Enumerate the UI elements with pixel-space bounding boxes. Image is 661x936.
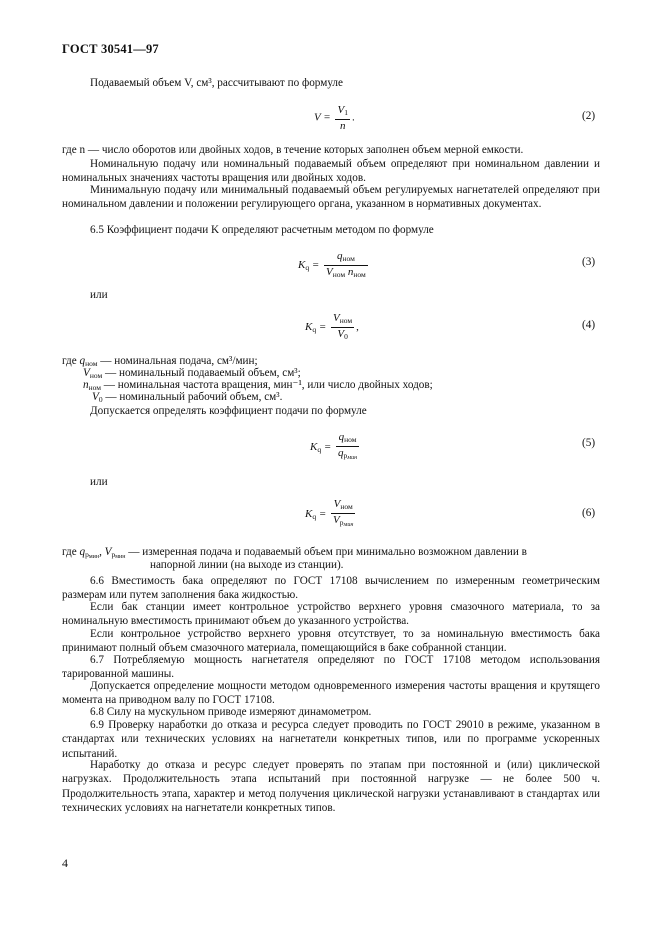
section-6-8-paragraph: 6.8 Силу на мускульном приводе измеряют динамометром. <box>90 706 372 718</box>
formula-2: V = $\frac{V_1}{n}$ . <box>314 104 355 132</box>
allowed-paragraph: Допускается определять коэффициент подачи по формуле <box>90 405 367 417</box>
section-6-7-torque-paragraph: Допускается определение мощности методом одновременного измерения частоты вращения и крутящего момента на приводном валу по ГОСТ 17108. <box>62 680 600 707</box>
section-6-6-no-device-paragraph: Если контрольное устройство верхнего уровня отсутствует, то за номинальную вместимость бака принимают полный объем смазочного материала, помещающийся в баке собранной станции. <box>62 628 600 655</box>
equation-number-4: (4) <box>582 319 596 331</box>
where-p-definition: где $q_{pмин}$, $V_{pмин}$ — измеренная подача и подаваемый объем при минимально возможном давлении в <box>62 546 527 560</box>
intro-paragraph: Подаваемый объем V, см³, рассчитывают по формуле <box>90 77 343 89</box>
definition-v-nom: $V_{ном}$ — номинальный подаваемый объем, см³; <box>83 367 301 380</box>
definition-n-nom: $n_{ном}$ — номинальная частота вращения, мин⁻¹, или число двойных ходов; <box>83 379 433 392</box>
formula-5: $K_q$ = $\frac{q_{ном}}{q_{pмин}}$ <box>310 431 358 461</box>
where-p-continuation: напорной линии (на выходе из станции). <box>150 559 344 571</box>
document-header: ГОСТ 30541—97 <box>62 42 159 56</box>
formula-4: $K_q$ = $\frac{V_{ном}}{V_0}$ , <box>305 312 359 341</box>
equation-number-2: (2) <box>582 110 596 122</box>
nominal-paragraph: Номинальную подачу или номинальный подаваемый объем определяют при номинальном давлении и номинальных значениях частоты вращения или двойных ходов. <box>62 158 600 185</box>
minimal-paragraph: Минимальную подачу или минимальный подаваемый объем регулируемых нагнетателей определяют при номинальном давлении и положении регулирующего органа, указанном в нормативных документах. <box>62 184 600 211</box>
formula-6: $K_q$ = $\frac{V_{ном}}{V_{pмин}}$ <box>305 498 354 528</box>
or-text-2: или <box>90 476 108 488</box>
section-6-7-paragraph: 6.7 Потребляемую мощность нагнетателя определяют по ГОСТ 17108 методом использования тарированной машины. <box>62 654 600 681</box>
section-6-6-tank-level-paragraph: Если бак станции имеет контрольное устройство верхнего уровня смазочного материала, то за номинальную вместимость принимают объем до указанного устройства. <box>62 601 600 628</box>
where-n-paragraph: где n — число оборотов или двойных ходов, в течение которых заполнен объем мерной емкости. <box>62 144 524 156</box>
equation-number-6: (6) <box>582 507 596 519</box>
equation-number-5: (5) <box>582 437 596 449</box>
section-6-6-paragraph: 6.6 Вместимость бака определяют по ГОСТ 17108 вычислением по измеренным геометрическим размерам или путем заполнения бака жидкостью. <box>62 575 600 602</box>
section-6-5-paragraph: 6.5 Коэффициент подачи K определяют расчетным методом по формуле <box>90 224 434 236</box>
or-text-1: или <box>90 289 108 301</box>
formula-3: $K_q$ = $\frac{q_{ном}}{V_{ном} n_{ном}}$ <box>298 250 366 279</box>
equation-number-3: (3) <box>582 256 596 268</box>
definition-v0: $V_0$ — номинальный рабочий объем, см³. <box>92 391 283 404</box>
definition-q-nom: где $q_{ном}$ — номинальная подача, см³/мин; <box>62 355 258 368</box>
section-6-9-paragraph: 6.9 Проверку наработки до отказа и ресурса следует проводить по ГОСТ 29010 в режиме, указанном в стандартах или технических условиях на нагнетатели конкретных типов, или по программе ускоренных испытаний. <box>62 719 600 760</box>
page-number: 4 <box>62 856 68 870</box>
section-6-9-load-paragraph: Наработку до отказа и ресурс следует проверять по этапам при постоянной и (или) циклической нагрузках. Продолжительность этапа испытаний при постоянной нагрузке — не более 500 ч. Продолжительность этапа, характер и метод получения циклической нагрузки устанавливают в стандартах или технических условиях на нагнетатели конкретных типов. <box>62 759 600 815</box>
